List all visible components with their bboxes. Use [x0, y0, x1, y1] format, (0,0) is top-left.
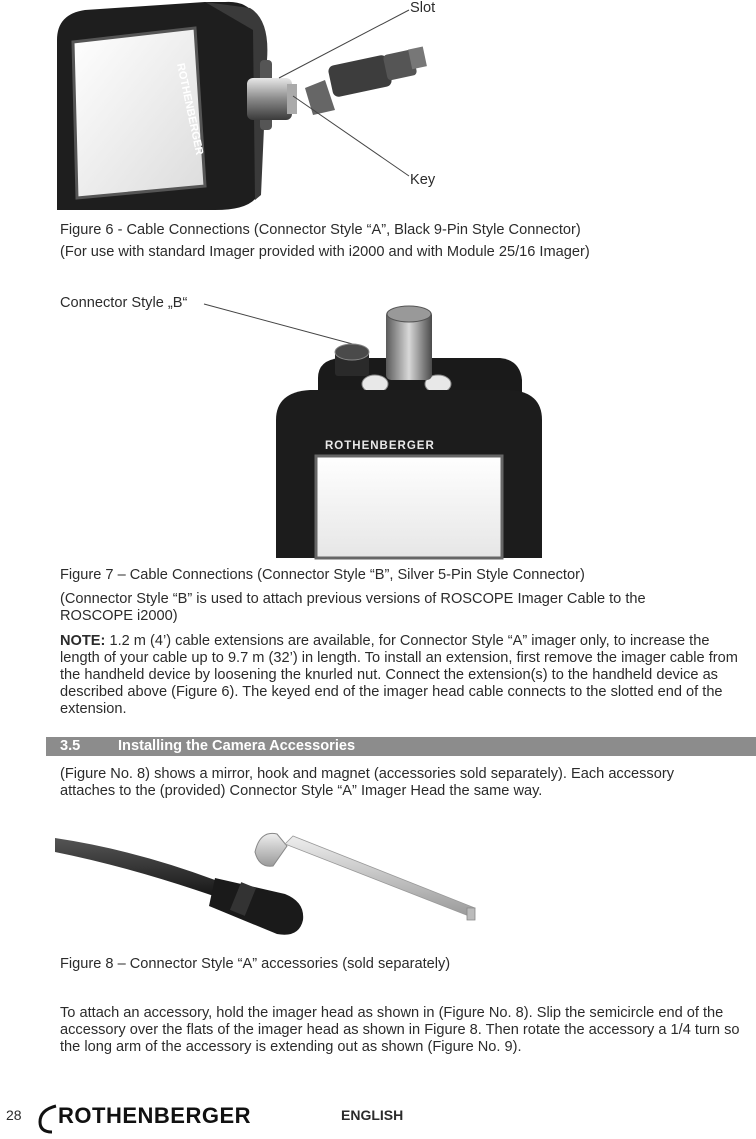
figure-7-image [200, 300, 540, 558]
figure-6-note: (For use with standard Imager provided with i2000 and with Module 25/16 Imager) [60, 244, 590, 260]
slot-label: Slot [410, 0, 436, 16]
note-paragraph [60, 633, 750, 718]
section-title: Installing the Camera Accessories [118, 738, 356, 754]
figure-7-brand-logo: ROTHENBERGER [325, 440, 435, 452]
figure-6-caption: Figure 6 - Cable Connections (Connector Style “A”, Black 9-Pin Style Connector) [60, 222, 581, 238]
device-brand-text: ROTHENBERGER [174, 62, 206, 157]
figure-7-note: (Connector Style “B” is used to attach previous versions of ROSCOPE Imager Cable to the ROSCOPE i2000) [60, 591, 646, 624]
page-number: 28 [6, 1107, 22, 1123]
section-intro: (Figure No. 8) shows a mirror, hook and magnet (accessories sold separately). Each accessory attaches to the (provided) Connector Style “A” Imager Head the same way. [60, 766, 675, 799]
note-text: 1.2 m (4’) cable extensions are available, for Connector Style “A” imager only, to increase the length of your cable up to 9.7 m (32’) in length. To install an extension, first remove the imager cable from the handheld device by loosening the knurled nut. Connect the extension(s) to the handheld device as described above (Figure 6). The keyed end of the imager head cable connects to the slotted end of the extension. [60, 633, 738, 717]
attach-paragraph: To attach an accessory, hold the imager head as shown in (Figure No. 8). Slip the semicircle end of the accessory over the flats of the imager head as shown in Figure 8. Then rotate the accessory a 1/4 turn so the long arm of the accessory is extending out as shown (Figure No. 9). [60, 1005, 740, 1055]
figure-6-brand-logo [155, 60, 206, 160]
footer-language: ENGLISH [341, 1107, 404, 1123]
figure-6-image [55, 0, 425, 212]
connector-style-b-label: Connector Style „B“ [60, 295, 188, 311]
figure-8-image [55, 822, 485, 948]
note-label: NOTE: [60, 633, 106, 649]
section-heading [46, 737, 756, 756]
figure-8-caption: Figure 8 – Connector Style “A” accessories (sold separately) [60, 956, 451, 972]
figure-7-caption: Figure 7 – Cable Connections (Connector Style “B”, Silver 5-Pin Style Connector) [60, 567, 585, 583]
key-label: Key [410, 172, 436, 188]
footer-brand: ROTHENBERGER [58, 1103, 252, 1128]
section-number: 3.5 [60, 738, 81, 754]
